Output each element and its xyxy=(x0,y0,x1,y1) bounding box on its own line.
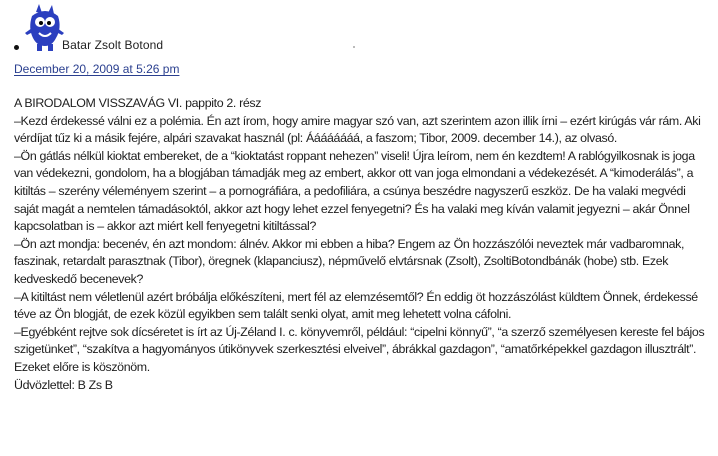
comment-line: van védekezni, gondolom, ha a blogjában támadják meg az embert, akkor ott van joga elmondani a védekezését. A “kimoderálás”, a xyxy=(14,166,694,181)
comment-line: Ezeket előre is köszönöm. xyxy=(14,359,150,374)
comment-date-link[interactable]: December 20, 2009 at 5:26 pm xyxy=(14,62,180,76)
comment-line: –Kezd érdekessé válni ez a polémia. Én azt írom, hogy amire magyar szó van, azt szerintem azon illik írni – ezért kirúgás vár rám. Aki xyxy=(14,113,701,128)
comment-line: faszinak, retardalt parasztnak (Tibor), öregnek (klapanciusz), népművelő elvtársnak (Zsolt), ZsoltiBotondbánák (hobe) stb. Ezek xyxy=(14,254,669,269)
comment-line: szigetünket”, “szakítva a hagyományos útikönyvek szerkesztési elveivel”, ábrákkal gazdagon”, “amatőrképekkel gazdagon illusztrált”. xyxy=(14,342,697,357)
comment-line: Üdvözlettel: B Zs B xyxy=(14,377,113,392)
comment-line: kedveskedő becenevek? xyxy=(14,271,144,286)
comment-line: kitiltás – szerény véleményem szerint – a pornográfiára, a pedofiliára, a csúnya beszédre nagyszerű eszköz. De ha valaki megvédi xyxy=(14,183,686,198)
comment-line: saját magát a nemtelen támadásoktól, akkor azt hogy lehet ezzel fenyegetni? És ha valaki meg kíván valamit jegyezni – akár Önnel xyxy=(14,201,690,216)
comment-line: A BIRODALOM VISSZAVÁG VI. pappito 2. rész xyxy=(14,96,262,110)
comment-body xyxy=(14,95,712,394)
comment-line: kapcsolatban is – akkor azt miért kell fenyegetni kitiltással? xyxy=(14,219,316,234)
comment-line: –Ön azt mondja: becenév, én azt mondom: álnév. Akkor mi ebben a hiba? Engem az Ön hozzászólói neveztek már vadbaromnak, xyxy=(14,236,685,251)
comment-line: –Ön gátlás nélkül kioktat embereket, de a “kioktatást roppant nehezen” viseli! Újra leírom, nem én kezdtem! A rablógyilkosnak is joga xyxy=(14,148,695,163)
list-bullet xyxy=(14,45,19,50)
decorative-dot xyxy=(353,46,355,48)
comment-line: –Egyébként rejtve sok dícséretet is írt az Új-Zéland I. c. könyvemről, például: “cipelni könnyű”, “a szerző személyesen kereste fel bájos xyxy=(14,324,705,339)
comment-line: vérdíjat tűz ki a másik fejére, alpári szavakat használ (pl: Áááááááá, a faszom; Tibor, 2009. december 14.), az olvasó. xyxy=(14,131,617,146)
comment-author[interactable]: Batar Zsolt Botond xyxy=(62,38,164,52)
comment-line: téve az Ön blogját, de ezek közül egyikben sem talált senki olyat, amit meg lehetett volna cáfolni. xyxy=(14,307,512,322)
comment-line: –A kitiltást nem véletlenül azért bróbálja előkészíteni, mert fél az elemzésemtől? Én eddig öt hozzászólást küldtem Önnek, érdekessé xyxy=(14,289,698,304)
